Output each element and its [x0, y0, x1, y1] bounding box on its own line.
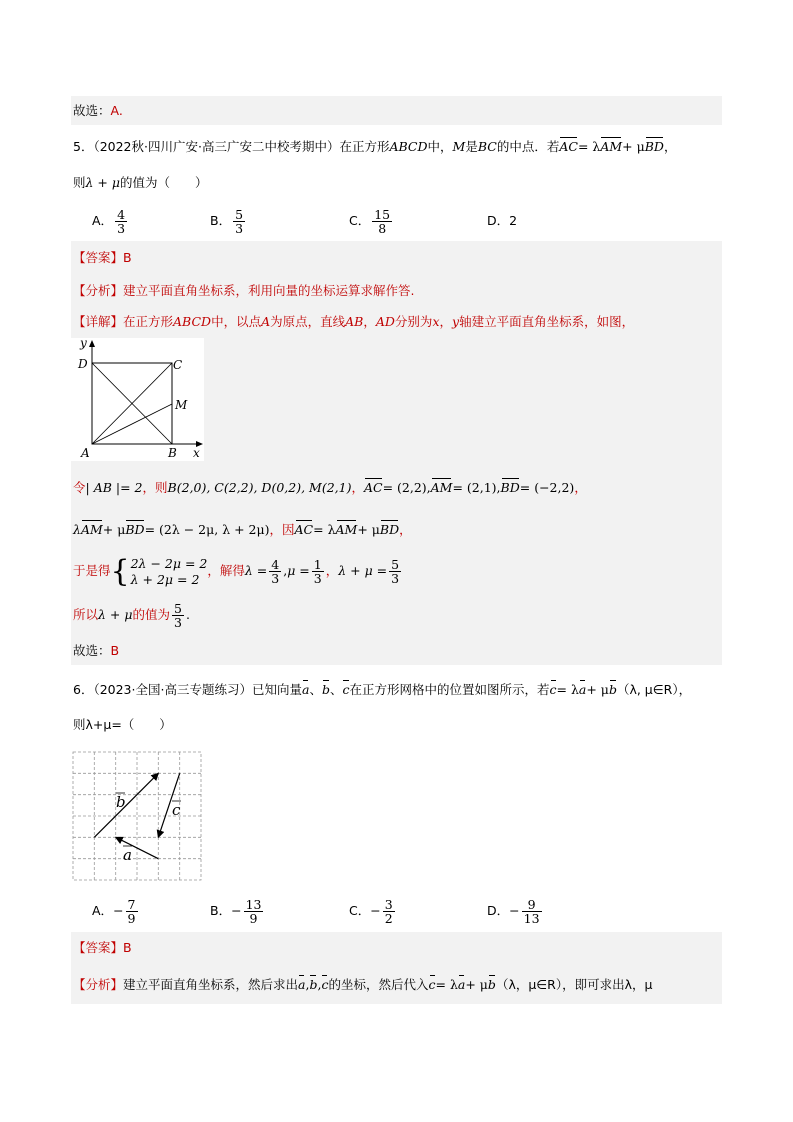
- q5-choice-a[interactable]: A． $\frac{4}{3}$: [92, 207, 126, 236]
- q5-number: 5．: [73, 139, 94, 154]
- q6-number: 6．: [73, 682, 94, 697]
- fig-label-d: D: [78, 357, 88, 371]
- q6-vector-grid-figure: [72, 751, 202, 881]
- q6-analysis: 【分析】建立平面直角坐标系，然后求出a,b,c的坐标，然后代入c= λa+ μb（λ，μ∈R），即可求出λ，μ: [73, 975, 652, 995]
- q6-choice-d[interactable]: D．− $\frac{9}{13}$: [487, 897, 540, 926]
- q5-stem-line2: 则λ + μ的值为（ ）: [73, 175, 208, 190]
- q5-source: （2022秋·四川广安·高三广安二中校考期中）: [93, 139, 340, 154]
- q5-coords-line: 令| AB |= 2，则B(2,0), C(2,2), D(0,2), M(2,1)，AC= (2,2),AM= (2,1),BD= (−2,2)，: [73, 478, 587, 498]
- vector-c-label: c: [172, 801, 181, 819]
- q6-choice-a[interactable]: A．− $\frac{7}{9}$: [92, 897, 136, 926]
- q6-choice-b[interactable]: B．− $\frac{13}{9}$: [210, 897, 262, 926]
- q5-stem: 5．（2022秋·四川广安·高三广安二中校考期中）在正方形ABCD中，M是BC的中点．若AC= λAM+ μBD，: [73, 137, 676, 157]
- q5-final-answer: 故选：B: [73, 643, 120, 658]
- vector-a-label: a: [123, 846, 132, 864]
- q6-stem-line2: 则λ+μ=（ ）: [73, 717, 172, 732]
- fig-label-b: B: [168, 446, 177, 460]
- fig-label-c: C: [173, 358, 183, 372]
- fig-label-y: y: [80, 338, 87, 350]
- q6-stem: 6．（2023·全国·高三专题练习）已知向量a、b、c在正方形网格中的位置如图所示，若c= λa+ μb（λ, μ∈R），: [73, 680, 691, 700]
- q5-detail: 【详解】在正方形ABCD中，以点A为原点，直线AB，AD分别为x，y轴建立平面直角坐标系，如图，: [73, 314, 635, 329]
- fig-label-a: A: [81, 446, 90, 460]
- q5-answer: 【答案】B: [73, 250, 132, 265]
- q5-choice-b[interactable]: B． $\frac{5}{3}$: [210, 207, 244, 236]
- q6-source: （2023·全国·高三专题练习）: [93, 682, 252, 697]
- prev-final-answer: 故选：A.: [73, 103, 123, 118]
- q5-conclusion-line: 所以λ + μ的值为 $\frac{5}{3}$ .: [73, 601, 190, 630]
- q6-answer: 【答案】B: [73, 940, 132, 955]
- q5-analysis: 【分析】建立平面直角坐标系，利用向量的坐标运算求解作答.: [73, 283, 415, 298]
- vector-b-arrow: [94, 773, 158, 837]
- q5-choice-c[interactable]: C． $\frac{15}{8}$: [349, 207, 391, 236]
- prev-answer-band: [71, 96, 722, 125]
- q6-choice-c[interactable]: C．− $\frac{3}{2}$: [349, 897, 393, 926]
- fig-label-x: x: [193, 446, 200, 460]
- q5-square-figure: [71, 338, 204, 461]
- q5-choice-d[interactable]: D．2: [487, 213, 518, 228]
- vector-b-label: b: [116, 793, 126, 811]
- fig-label-m: M: [175, 398, 188, 412]
- q5-combination-line: λAM+ μBD= (2λ − 2μ, λ + 2μ)，因AC= λAM+ μBD，: [73, 520, 412, 540]
- q5-system-line: 于是得{ 2λ − 2μ = 2 λ + 2μ = 2 ，解得λ = $\frac{4}{3}$ ,μ = $\frac{1}{3}$ ，λ + μ = $\frac{5}{3}$: [73, 553, 400, 589]
